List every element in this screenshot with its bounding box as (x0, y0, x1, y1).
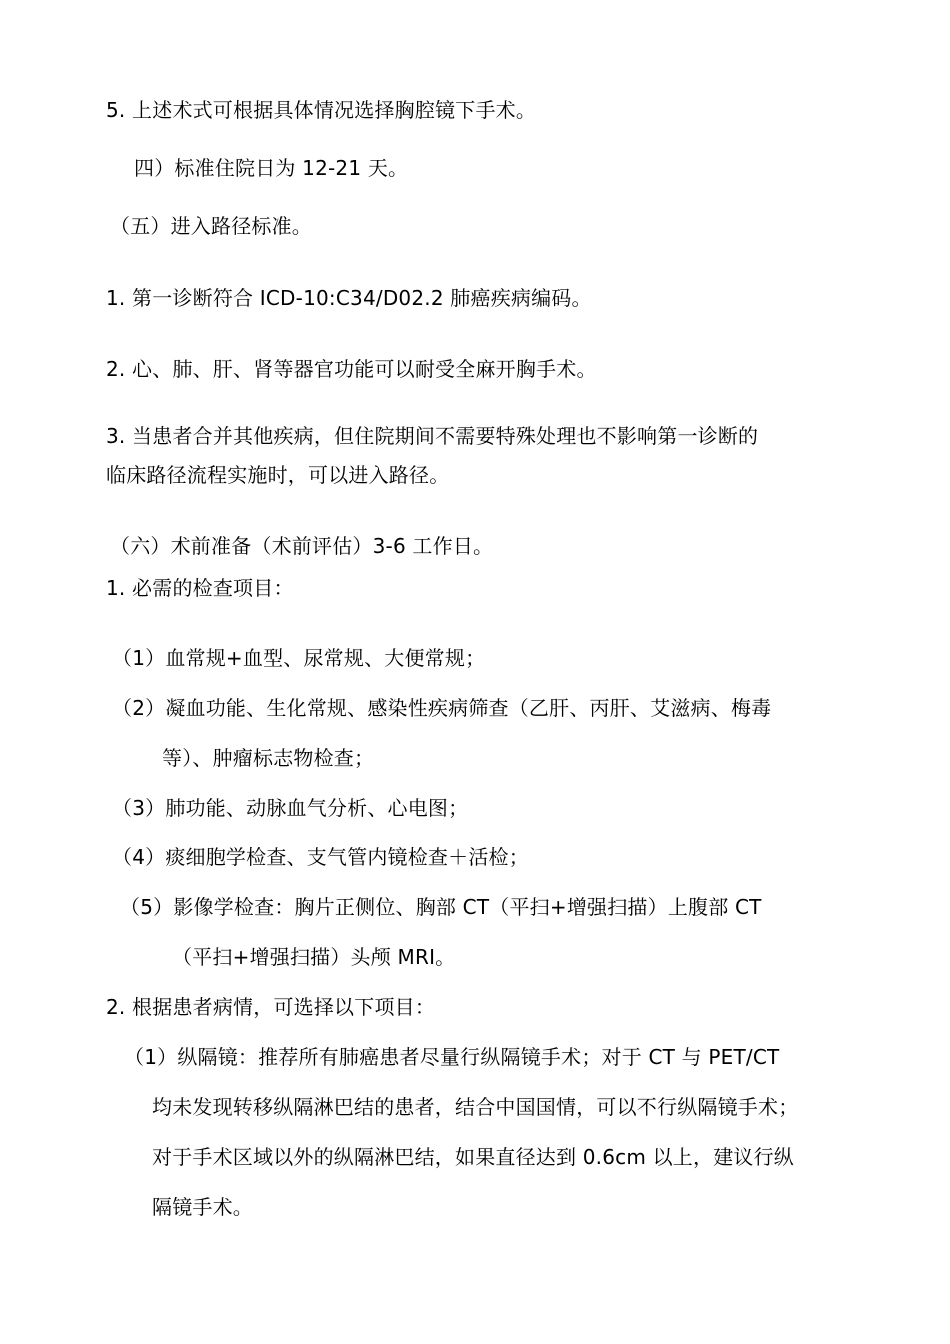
text-optional-items: 2. 根据患者病情，可选择以下项目： (106, 995, 436, 1019)
list-item-1-continuation-a: 均未发现转移纵隔淋巴结的患者，结合中国国情，可以不行纵隔镜手术； (152, 1095, 799, 1119)
list-item-1-mediastinoscopy: （1）纵隔镜：推荐所有肺癌患者尽量行纵隔镜手术；对于 CT 与 PET/CT (124, 1045, 780, 1069)
heading-entry-criteria: （五）进入路径标准。 (110, 214, 312, 238)
heading-hospital-stay: 四）标准住院日为 12-21 天。 (134, 156, 409, 180)
list-item-5-imaging: （5）影像学检查：胸片正侧位、胸部 CT（平扫+增强扫描）上腹部 CT (120, 895, 762, 919)
text-line-1-diagnosis: 1. 第一诊断符合 ICD-10:C34/D02.2 肺癌疾病编码。 (106, 286, 592, 310)
list-item-1-continuation-b: 对于手术区域以外的纵隔淋巴结，如果直径达到 0.6cm 以上，建议行纵 (152, 1145, 794, 1169)
list-item-1-blood-routine: （1）血常规+血型、尿常规、大便常规； (112, 646, 486, 670)
list-item-2-continuation: 等）、肿瘤标志物检查； (162, 746, 375, 770)
text-line-2-organ-function: 2. 心、肺、肝、肾等器官功能可以耐受全麻开胸手术。 (106, 357, 597, 381)
list-item-2-coagulation: （2）凝血功能、生化常规、感染性疾病筛查（乙肝、丙肝、艾滋病、梅毒 (112, 696, 772, 720)
text-line-3-continuation: 临床路径流程实施时，可以进入路径。 (106, 463, 450, 487)
list-item-1-continuation-c: 隔镜手术。 (152, 1195, 253, 1219)
list-item-3-lung-function: （3）肺功能、动脉血气分析、心电图； (112, 796, 469, 820)
list-item-5-continuation: （平扫+增强扫描）头颅 MRI。 (172, 945, 456, 969)
text-line-5-surgery: 5. 上述术式可根据具体情况选择胸腔镜下手术。 (106, 98, 537, 122)
list-item-4-sputum-cytology: （4）痰细胞学检查、支气管内镜检查＋活检； (112, 845, 529, 869)
text-line-3-other-disease: 3. 当患者合并其他疾病，但住院期间不需要特殊处理也不影响第一诊断的 (106, 424, 759, 448)
heading-preoperative-prep: （六）术前准备（术前评估）3-6 工作日。 (110, 534, 494, 558)
text-required-exams: 1. 必需的检查项目： (106, 576, 294, 600)
